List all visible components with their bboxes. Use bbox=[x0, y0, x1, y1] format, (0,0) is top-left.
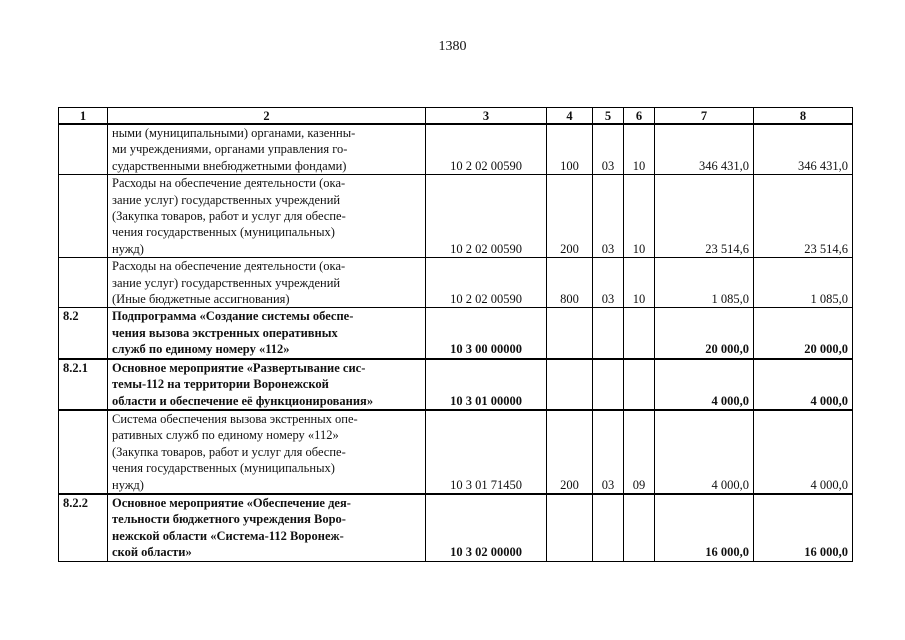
description-line: нужд) bbox=[112, 477, 144, 492]
table-row bbox=[59, 258, 853, 308]
table-row bbox=[59, 494, 853, 561]
vr-cell bbox=[547, 308, 593, 359]
header-cell: 8 bbox=[754, 108, 853, 125]
page-number: 1380 bbox=[438, 39, 467, 54]
description-line: Подпрограмма «Создание системы обеспе- bbox=[112, 309, 354, 324]
amount-col7-cell: 20 000,0 bbox=[655, 308, 754, 359]
vr-cell: 200 bbox=[547, 410, 593, 494]
description-line: (Закупка товаров, работ и услуг для обеспе- bbox=[112, 444, 346, 459]
pr-cell: 09 bbox=[624, 410, 655, 494]
description-line: ми учреждениями, органами управления го- bbox=[112, 142, 348, 157]
code-cell: 10 3 01 71450 bbox=[426, 410, 547, 494]
description-line: (Закупка товаров, работ и услуг для обеспе- bbox=[112, 209, 346, 224]
description-cell bbox=[108, 308, 426, 359]
description-line: Система обеспечения вызова экстренных опе- bbox=[112, 411, 358, 426]
description-line: ративных служб по единому номеру «112» bbox=[112, 428, 339, 443]
rz-cell bbox=[593, 494, 624, 561]
header-cell: 5 bbox=[593, 108, 624, 125]
description-line: ными (муниципальными) органами, казенны- bbox=[112, 126, 356, 140]
budget-table bbox=[58, 107, 853, 562]
amount-col8-cell: 346 431,0 bbox=[754, 124, 853, 175]
table-row bbox=[59, 308, 853, 359]
pr-cell: 10 bbox=[624, 124, 655, 175]
header-row bbox=[59, 108, 853, 125]
amount-col7-cell: 23 514,6 bbox=[655, 175, 754, 258]
description-line: чения государственных (муниципальных) bbox=[112, 225, 335, 240]
description-line: нежской области «Система-112 Воронеж- bbox=[112, 528, 344, 543]
pr-cell bbox=[624, 308, 655, 359]
description-cell bbox=[108, 494, 426, 561]
description-line: зание услуг) государственных учреждений bbox=[112, 275, 341, 290]
pr-cell bbox=[624, 494, 655, 561]
vr-cell: 100 bbox=[547, 124, 593, 175]
description-line: служб по единому номеру «112» bbox=[112, 342, 290, 357]
rz-cell: 03 bbox=[593, 258, 624, 308]
description-line: тельности бюджетного учреждения Воро- bbox=[112, 512, 346, 527]
amount-col8-cell: 4 000,0 bbox=[754, 410, 853, 494]
rz-cell bbox=[593, 359, 624, 410]
amount-col7-cell: 4 000,0 bbox=[655, 359, 754, 410]
vr-cell bbox=[547, 494, 593, 561]
row-number-cell: 8.2.1 bbox=[59, 359, 108, 410]
pr-cell: 10 bbox=[624, 175, 655, 258]
pr-cell: 10 bbox=[624, 258, 655, 308]
code-cell: 10 2 02 00590 bbox=[426, 258, 547, 308]
amount-col8-cell: 4 000,0 bbox=[754, 359, 853, 410]
description-line: (Иные бюджетные ассигнования) bbox=[112, 292, 290, 307]
description-line: нужд) bbox=[112, 241, 144, 256]
header-cell: 2 bbox=[108, 108, 426, 125]
description-cell bbox=[108, 124, 426, 175]
code-cell: 10 3 00 00000 bbox=[426, 308, 547, 359]
header-cell: 3 bbox=[426, 108, 547, 125]
description-line: зание услуг) государственных учреждений bbox=[112, 192, 341, 207]
row-number-cell: 8.2.2 bbox=[59, 494, 108, 561]
header-cell: 4 bbox=[547, 108, 593, 125]
amount-col8-cell: 23 514,6 bbox=[754, 175, 853, 258]
table-row bbox=[59, 124, 853, 175]
vr-cell bbox=[547, 359, 593, 410]
amount-col7-cell: 346 431,0 bbox=[655, 124, 754, 175]
amount-col7-cell: 1 085,0 bbox=[655, 258, 754, 308]
rz-cell bbox=[593, 308, 624, 359]
header-cell: 1 bbox=[59, 108, 108, 125]
description-line: сударственными внебюджетными фондами) bbox=[112, 158, 347, 173]
rz-cell: 03 bbox=[593, 124, 624, 175]
description-line: Основное мероприятие «Обеспечение дея- bbox=[112, 495, 351, 510]
rz-cell: 03 bbox=[593, 175, 624, 258]
amount-col8-cell: 16 000,0 bbox=[754, 494, 853, 561]
rz-cell: 03 bbox=[593, 410, 624, 494]
description-cell bbox=[108, 175, 426, 258]
row-number-cell bbox=[59, 410, 108, 494]
description-line: ской области» bbox=[112, 545, 192, 560]
vr-cell: 800 bbox=[547, 258, 593, 308]
description-cell bbox=[108, 359, 426, 410]
description-line: чения государственных (муниципальных) bbox=[112, 461, 335, 476]
header-cell: 7 bbox=[655, 108, 754, 125]
description-cell bbox=[108, 410, 426, 494]
amount-col7-cell: 16 000,0 bbox=[655, 494, 754, 561]
table-row bbox=[59, 410, 853, 494]
row-number-cell: 8.2 bbox=[59, 308, 108, 359]
pr-cell bbox=[624, 359, 655, 410]
description-cell bbox=[108, 258, 426, 308]
code-cell: 10 3 01 00000 bbox=[426, 359, 547, 410]
code-cell: 10 2 02 00590 bbox=[426, 124, 547, 175]
description-line: области и обеспечение её функционирования» bbox=[112, 393, 374, 408]
code-cell: 10 2 02 00590 bbox=[426, 175, 547, 258]
vr-cell: 200 bbox=[547, 175, 593, 258]
code-cell: 10 3 02 00000 bbox=[426, 494, 547, 561]
description-line: темы-112 на территории Воронежской bbox=[112, 377, 329, 392]
amount-col8-cell: 20 000,0 bbox=[754, 308, 853, 359]
row-number-cell bbox=[59, 258, 108, 308]
description-line: Основное мероприятие «Развертывание сис- bbox=[112, 360, 366, 375]
row-number-cell bbox=[59, 124, 108, 175]
amount-col7-cell: 4 000,0 bbox=[655, 410, 754, 494]
description-line: Расходы на обеспечение деятельности (ока- bbox=[112, 259, 346, 274]
header-cell: 6 bbox=[624, 108, 655, 125]
description-line: чения вызова экстренных оперативных bbox=[112, 325, 338, 340]
amount-col8-cell: 1 085,0 bbox=[754, 258, 853, 308]
table-row bbox=[59, 359, 853, 410]
row-number-cell bbox=[59, 175, 108, 258]
table-row bbox=[59, 175, 853, 258]
description-line: Расходы на обеспечение деятельности (ока- bbox=[112, 176, 346, 191]
